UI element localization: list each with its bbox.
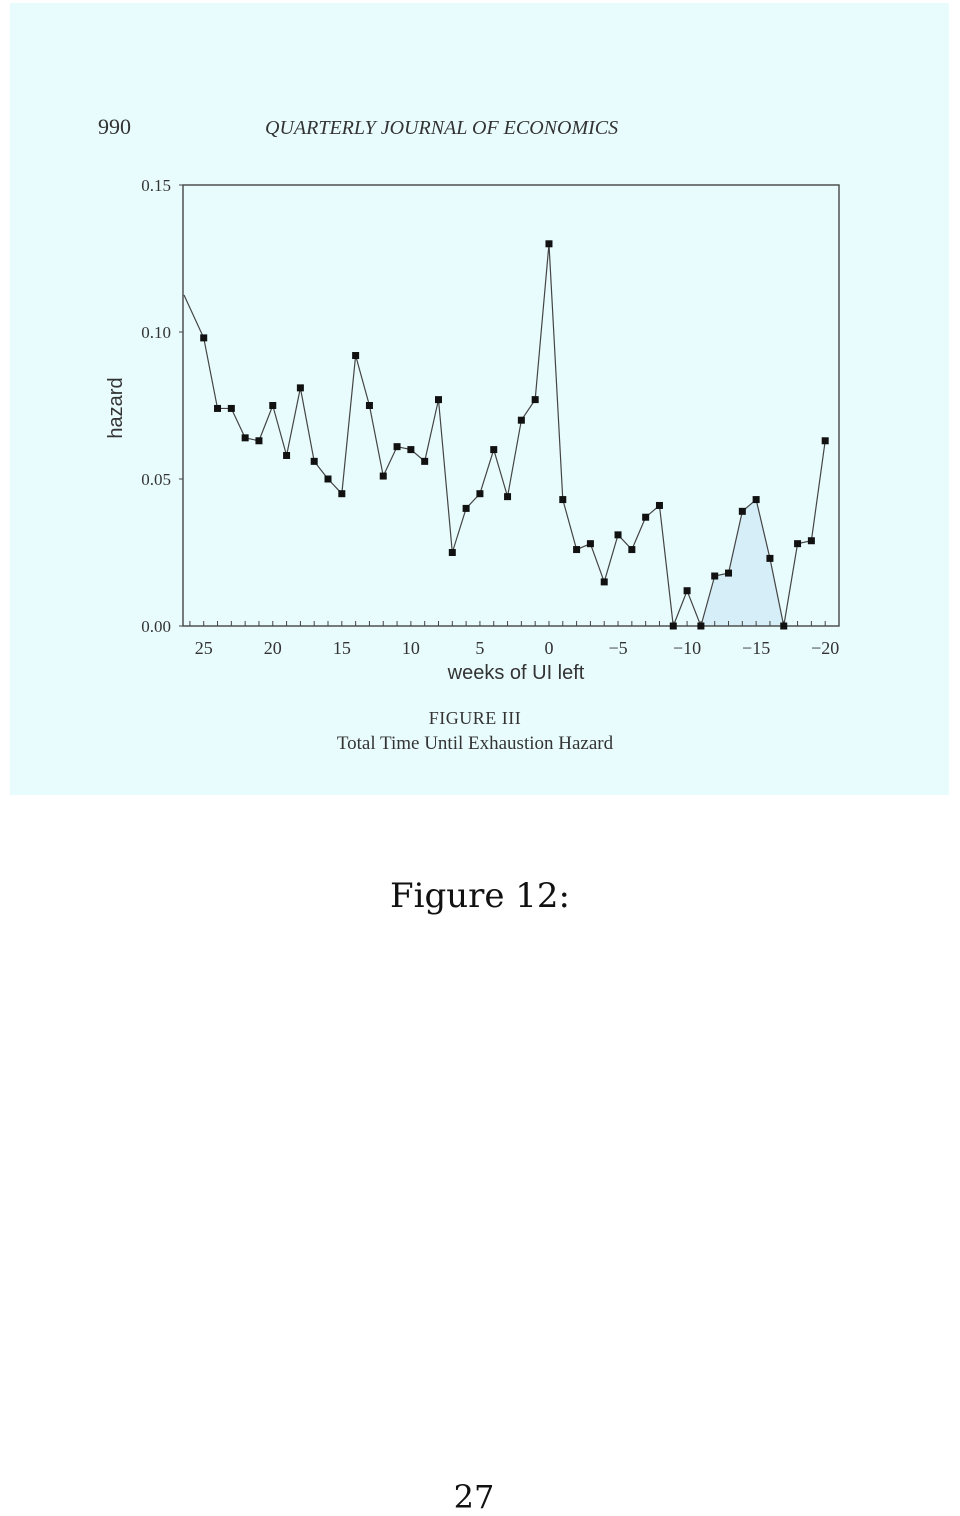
data-point [449, 549, 456, 556]
x-axis-label: weeks of UI left [447, 662, 585, 684]
data-point [559, 496, 566, 503]
data-point [532, 396, 539, 403]
scanned-figure [10, 3, 949, 795]
data-point [587, 540, 594, 547]
data-point [711, 573, 718, 580]
data-point [615, 531, 622, 538]
x-tick-label: 15 [332, 638, 351, 658]
data-point [269, 402, 276, 409]
data-point [476, 490, 483, 497]
data-point [325, 476, 332, 483]
page-number: 27 [453, 1478, 495, 1516]
figure-caption: Figure 12: [389, 876, 571, 916]
x-tick-label: 10 [401, 638, 420, 658]
data-point [283, 452, 290, 459]
chart [10, 3, 949, 795]
header-page-number: 990 [98, 114, 131, 139]
data-point [394, 443, 401, 450]
data-point [311, 458, 318, 465]
series-line [184, 244, 825, 626]
data-point [380, 473, 387, 480]
data-point [780, 623, 787, 630]
y-tick-label: 0.15 [141, 176, 171, 195]
data-point [366, 402, 373, 409]
data-point [255, 437, 262, 444]
x-tick-label: −15 [742, 638, 771, 658]
data-point [573, 546, 580, 553]
data-point [808, 537, 815, 544]
data-point [794, 540, 801, 547]
data-point [642, 514, 649, 521]
data-point [656, 502, 663, 509]
data-point [435, 396, 442, 403]
data-point [628, 546, 635, 553]
y-tick-label: 0.00 [141, 617, 171, 636]
y-tick-label: 0.10 [141, 323, 171, 342]
data-point [242, 434, 249, 441]
data-point [766, 555, 773, 562]
data-point [822, 437, 829, 444]
data-point [545, 240, 552, 247]
data-point [518, 417, 525, 424]
x-tick-label: 20 [263, 638, 282, 658]
data-point [670, 623, 677, 630]
data-point [228, 405, 235, 412]
y-axis-label: hazard [105, 377, 127, 439]
data-point [338, 490, 345, 497]
x-tick-label: −10 [673, 638, 702, 658]
data-point [753, 496, 760, 503]
data-point [697, 623, 704, 630]
x-tick-label: 0 [544, 638, 554, 658]
x-tick-label: −20 [811, 638, 840, 658]
data-point [463, 505, 470, 512]
x-tick-label: 25 [194, 638, 213, 658]
data-point [684, 587, 691, 594]
data-point [601, 578, 608, 585]
header-journal-title: QUARTERLY JOURNAL OF ECONOMICS [265, 117, 619, 139]
data-point [352, 352, 359, 359]
figure-label: FIGURE III [428, 708, 522, 728]
data-point [504, 493, 511, 500]
data-point [725, 570, 732, 577]
data-point [200, 334, 207, 341]
data-point [421, 458, 428, 465]
data-point [739, 508, 746, 515]
data-point [407, 446, 414, 453]
chart-title: Total Time Until Exhaustion Hazard [336, 733, 614, 754]
data-point [297, 384, 304, 391]
y-tick-label: 0.05 [141, 470, 171, 489]
x-tick-label: −5 [608, 638, 628, 658]
data-point [490, 446, 497, 453]
data-point [214, 405, 221, 412]
x-tick-label: 5 [475, 638, 485, 658]
